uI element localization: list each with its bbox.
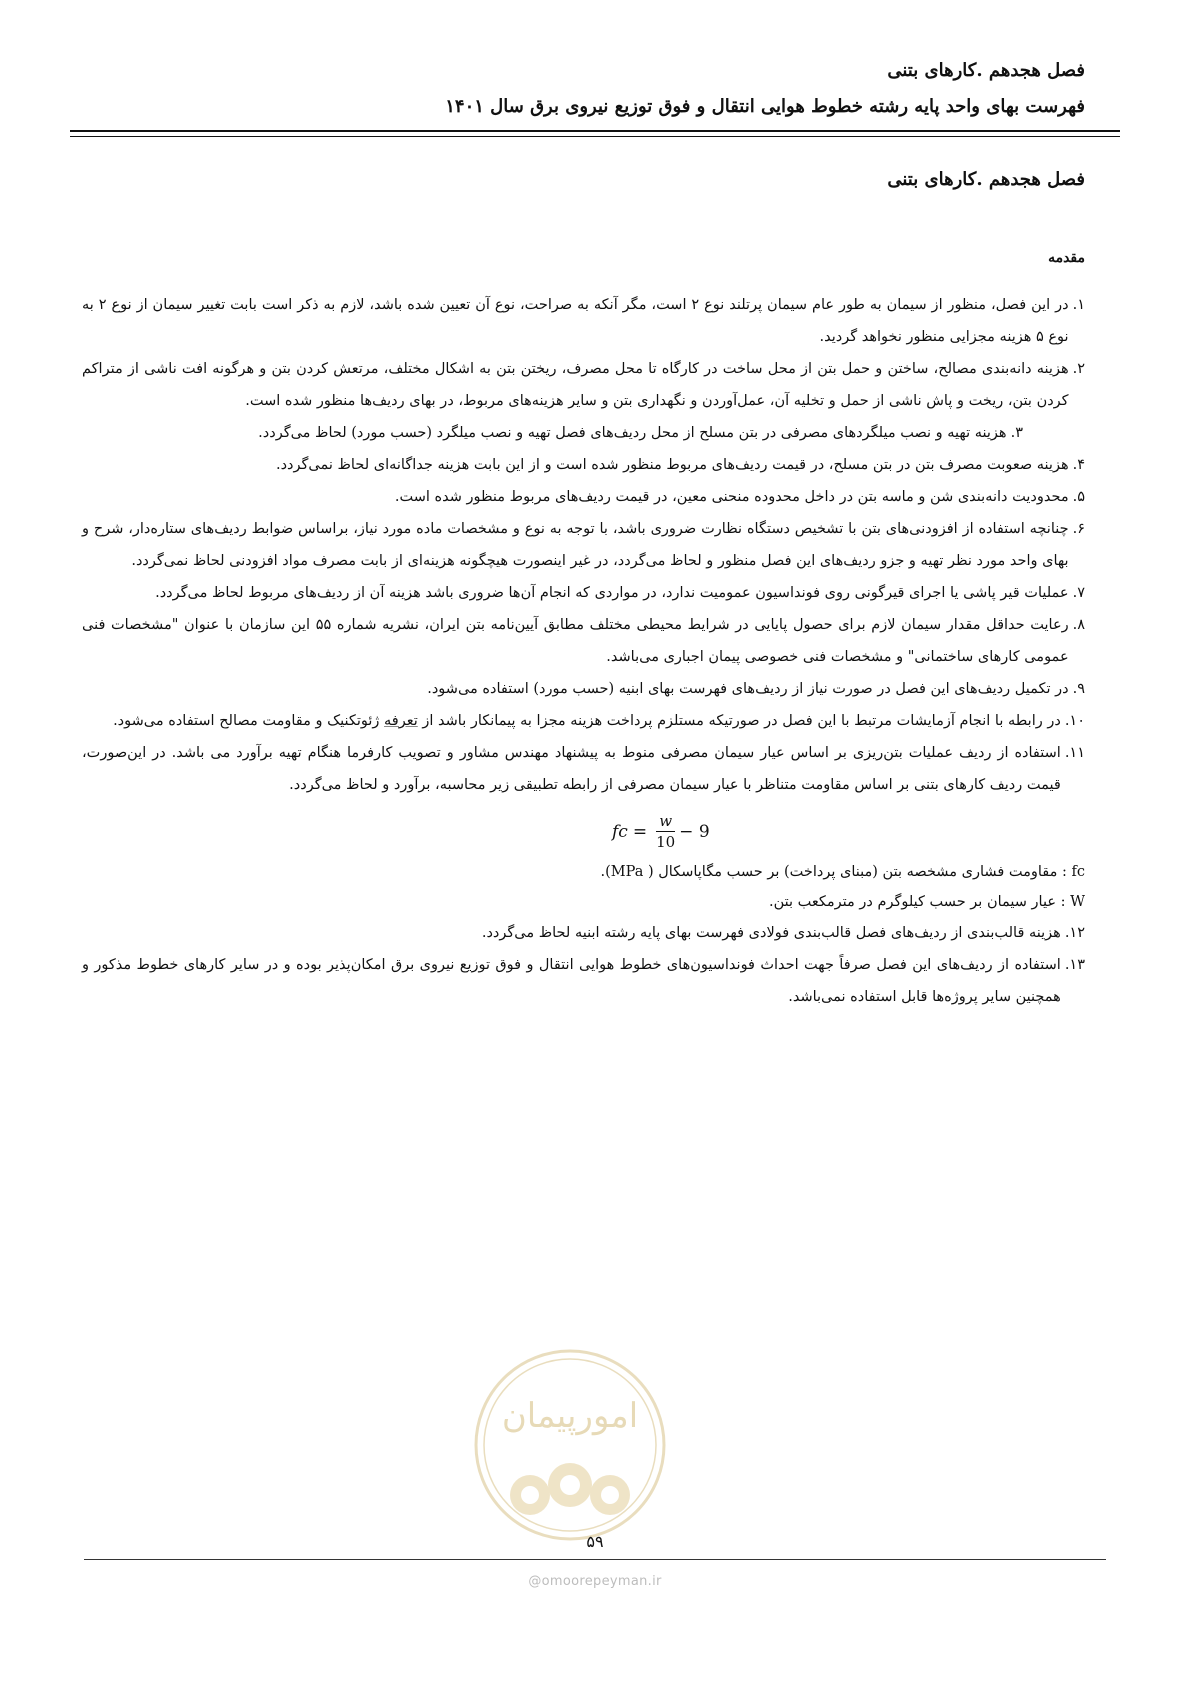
chapter-title: فصل هجدهم .کارهای بتنی	[887, 169, 1085, 190]
item-number: ۱.	[1072, 297, 1085, 313]
item-text: استفاده از ردیف عملیات بتن‌ریزی بر اساس عیار سیمان مصرفی منوط به پیشنهاد مهندس مشاور و تصویب کارفرما هنگام تهیه برآورد می باشد. در این‌صورت، قیمت ردیف کارهای بتنی بر اساس مقاومت متناظر با عیار سیمان مصرفی از رابطه تطبیقی زیر محاسبه، برآورد و لحاظ می‌گردد.	[82, 745, 1061, 793]
item-text: در تکمیل ردیف‌های این فصل در صورت نیاز از ردیف‌های فهرست بهای ابنیه (حسب مورد) استفاده می‌شود.	[427, 681, 1069, 697]
item-number: ۱۲.	[1064, 925, 1085, 941]
item-text: عملیات قیر پاشی یا اجرای قیرگونی روی فونداسیون عمومیت ندارد، در مواردی که انجام آن‌ها ضروری باشد هزینه آن از ردیف‌های مربوط لحاظ می‌گردد.	[155, 585, 1069, 601]
strength-formula	[82, 805, 1085, 857]
item-text: استفاده از ردیف‌های این فصل صرفاً جهت احداث فونداسیون‌های خطوط هوایی انتقال و فوق توزیع نیروی برق امکان‌پذیر بوده و در سایر کارهای خطوط مذکور و همچنین سایر پروژه‌ها قابل استفاده نمی‌باشد.	[82, 957, 1061, 1005]
running-header-title: فهرست بهای واحد پایه رشته خطوط هوایی انتقال و فوق توزیع نیروی برق سال ۱۴۰۱	[445, 96, 1085, 117]
item-number: ۳.	[1010, 425, 1023, 441]
item-text: محدودیت دانه‌بندی شن و ماسه بتن در داخل محدوده منحنی معین، در قیمت ردیف‌های مربوط منظور شده است.	[394, 489, 1069, 505]
item-text: رعایت حداقل مقدار سیمان لازم برای حصول پایایی در شرایط محیطی مختلف مطابق آیین‌نامه بتن ایران، نشریه شماره ۵۵ این سازمان با عنوان "مشخصات فنی عمومی کارهای ساختمانی" و مشخصات فنی خصوصی پیمان اجباری می‌باشد.	[82, 617, 1069, 665]
item-text	[82, 705, 1061, 737]
logo-text: امورپیمان	[501, 1396, 639, 1436]
item-text-part-b: ژئوتکنیک و مقاومت مصالح استفاده می‌شود.	[113, 713, 385, 729]
list-item	[82, 481, 1085, 513]
item-text: چنانچه استفاده از افزودنی‌های بتن با تشخیص دستگاه نظارت ضروری باشد، با توجه به نوع و مشخصات ماده مورد نیاز، براساس ضوابط ردیف‌های ستاره‌دار، شرح و بهای واحد مورد نظر تهیه و جزو ردیف‌های این فصل منظور و لحاظ می‌گردد، در غیر اینصورت هیچگونه هزینه‌ای از بابت مصرف مواد افزودنی لحاظ نمی‌گردد.	[82, 521, 1069, 569]
list-item	[82, 673, 1085, 705]
item-number: ۶.	[1072, 521, 1085, 537]
formula-numerator: w	[659, 812, 673, 830]
definition-fc	[82, 857, 1085, 887]
definition-separator: :	[1055, 894, 1071, 910]
list-item	[82, 577, 1085, 609]
intro-list	[82, 289, 1085, 1013]
footer-rule	[84, 1559, 1106, 1560]
formula-fraction	[656, 811, 675, 852]
list-item	[82, 449, 1085, 481]
definition-text: عیار سیمان بر حسب کیلوگرم در مترمکعب بتن.	[769, 894, 1056, 910]
formula-equals: =	[632, 821, 648, 842]
definition-w	[82, 887, 1085, 917]
list-item	[82, 417, 1085, 449]
list-item	[82, 917, 1085, 949]
running-header-chapter: فصل هجدهم .کارهای بتنی	[887, 60, 1085, 81]
item-number: ۱۱.	[1064, 745, 1085, 761]
underlined-word: تعرفه	[384, 713, 418, 729]
item-number: ۵.	[1072, 489, 1085, 505]
watermark-text: @omoorepeyman.ir	[528, 1574, 662, 1589]
item-number: ۲.	[1072, 361, 1085, 377]
intro-heading: مقدمه	[1048, 250, 1085, 266]
formula-denominator: 10	[656, 833, 676, 851]
formula-lhs: fc	[612, 821, 628, 842]
item-text: هزینه دانه‌بندی مصالح، ساختن و حمل بتن از محل ساخت در کارگاه تا محل مصرف، ریختن بتن به اشکال مختلف، مرتعش کردن بتن و هرگونه افت ناشی از متراکم کردن بتن، ریخت و پاش ناشی از حمل و تخلیه آن، عمل‌آوردن و نگهداری بتن و سایر هزینه‌های مربوط، در بهای ردیف‌ها منظور شده است.	[82, 361, 1069, 409]
item-text-part-a: در رابطه با انجام آزمایشات مرتبط با این فصل در صورتیکه مستلزم پرداخت هزینه مجزا به پیمانکار باشد از	[417, 713, 1061, 729]
item-text: هزینه تهیه و نصب میلگردهای مصرفی در بتن مسلح از محل ردیف‌های فصل تهیه و نصب میلگرد (حسب مورد) لحاظ می‌گردد.	[258, 425, 1007, 441]
header-rule-thin	[70, 136, 1120, 137]
omoore-peyman-seal-logo-icon	[470, 1345, 670, 1545]
list-item	[82, 737, 1085, 801]
item-text: هزینه قالب‌بندی از ردیف‌های فصل قالب‌بندی فولادی فهرست بهای پایه رشته ابنیه لحاظ می‌گردد.	[481, 925, 1061, 941]
definition-text: مقاومت فشاری مشخصه بتن (مبنای پرداخت) بر حسب مگاپاسکال ( MPa).	[600, 864, 1058, 880]
item-number: ۸.	[1072, 617, 1085, 633]
item-number: ۷.	[1072, 585, 1085, 601]
item-number: ۱۰.	[1064, 713, 1085, 729]
list-item	[82, 513, 1085, 577]
list-item	[82, 949, 1085, 1013]
item-number: ۴.	[1072, 457, 1085, 473]
definition-symbol: fc	[1071, 864, 1085, 880]
item-text: در این فصل، منظور از سیمان به طور عام سیمان پرتلند نوع ۲ است، مگر آنکه به صراحت، نوع آن تعیین شده باشد، لازم به ذکر است بابت تغییر سیمان از نوع ۲ به نوع ۵ هزینه مجزایی منظور نخواهد گردید.	[82, 297, 1069, 345]
item-number: ۹.	[1072, 681, 1085, 697]
list-item	[82, 353, 1085, 417]
item-number: ۱۳.	[1064, 957, 1085, 973]
header-rule-thick	[70, 130, 1120, 132]
list-item	[82, 289, 1085, 353]
list-item	[82, 609, 1085, 673]
definition-symbol: W	[1070, 894, 1085, 910]
formula-rest: − 9	[679, 821, 710, 842]
item-text: هزینه صعوبت مصرف بتن در بتن مسلح، در قیمت ردیف‌های مربوط منظور شده است و از این بابت هزینه جداگانه‌ای لحاظ نمی‌گردد.	[275, 457, 1069, 473]
list-item	[82, 705, 1085, 737]
definition-separator: :	[1057, 864, 1072, 880]
page-number: ۵۹	[586, 1532, 604, 1551]
